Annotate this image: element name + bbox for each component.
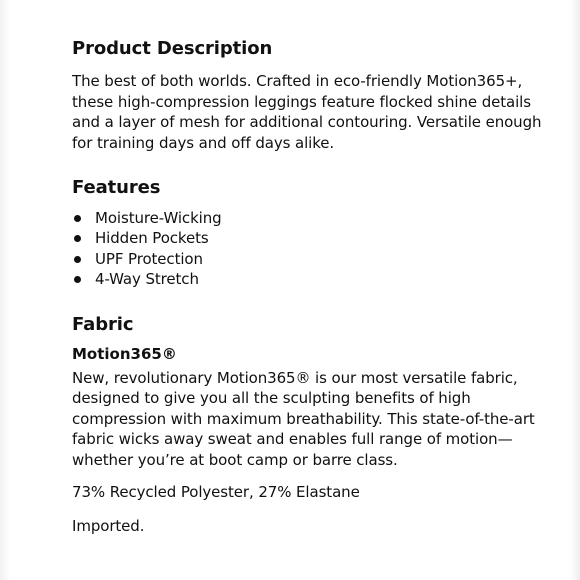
feature-label: 4-Way Stretch (95, 270, 199, 289)
features-list (72, 208, 542, 290)
fabric-description-text: New, revolutionary Motion365® is our most versatile fabric, designed to give you all the sculpting benefits of high compression with maximum breathability. This state-of-the-art fabric wicks away sweat and enables full range of motion—whether you’re at boot camp or barre class. (72, 368, 535, 469)
product-description-text: The best of both worlds. Crafted in eco-friendly Motion365+, these high-compression leggings feature flocked shine details and a layer of mesh for additional contouring. Versatile enough for training days and off days alike. (72, 72, 542, 152)
features-heading: Features (72, 177, 161, 198)
feature-item (72, 249, 542, 269)
fabric-name: Motion365® (72, 344, 177, 363)
bullet-icon (74, 256, 81, 263)
bullet-icon (74, 235, 81, 242)
left-edge-shadow (0, 0, 10, 580)
feature-label: Hidden Pockets (95, 229, 209, 248)
bullet-icon (74, 276, 81, 283)
fabric-heading: Fabric (72, 313, 134, 335)
feature-item (72, 269, 542, 289)
feature-label: UPF Protection (95, 249, 203, 268)
right-edge-shadow (570, 0, 580, 580)
bullet-icon (74, 215, 81, 222)
fabric-composition: 73% Recycled Polyester, 27% Elastane (72, 483, 360, 502)
feature-label: Moisture-Wicking (95, 209, 222, 227)
product-description-heading: Product Description (72, 38, 273, 59)
feature-item (72, 208, 542, 228)
feature-item (72, 228, 542, 248)
country-of-origin: Imported. (72, 516, 145, 535)
product-details-panel (72, 34, 542, 536)
